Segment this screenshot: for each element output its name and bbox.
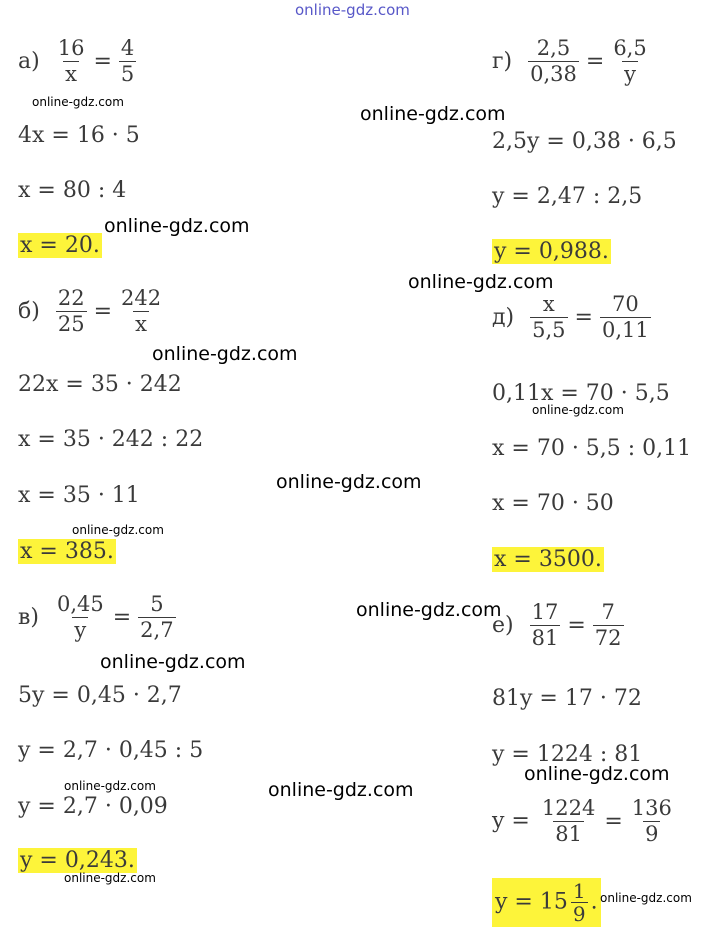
problem-e-equation: е) $\frac{17}{81}$ = $\frac{7}{72}$ <box>492 600 622 650</box>
problem-d-step-2: x = 70 · 5,5 : 0,11 <box>492 436 692 461</box>
watermark: online-gdz.com <box>64 779 156 793</box>
problem-e-step-1: 81y = 17 · 72 <box>492 686 642 711</box>
watermark: online-gdz.com <box>356 599 502 621</box>
watermark: online-gdz.com <box>104 215 250 237</box>
watermark: online-gdz.com <box>152 343 298 365</box>
watermark: online-gdz.com <box>64 871 156 885</box>
fraction-denominator: 9 <box>572 902 586 926</box>
watermark: online-gdz.com <box>72 523 164 537</box>
fraction-denominator: 72 <box>594 626 622 650</box>
fraction-numerator: 0,45 <box>56 592 104 616</box>
problem-v-left-fraction <box>55 592 106 643</box>
fraction-denominator: y <box>74 618 87 642</box>
fraction-denominator: 5,5 <box>532 318 566 342</box>
problem-a-right-fraction <box>119 36 136 87</box>
watermark: online-gdz.com <box>268 779 414 801</box>
fraction-denominator: y <box>624 62 636 86</box>
fraction-numerator: 136 <box>631 796 672 820</box>
fraction-numerator: 17 <box>531 600 559 624</box>
problem-e-step3-fraction-2 <box>630 796 674 847</box>
problem-g-equation: г) $\frac{2,5}{0,38}$ = $\frac{6,5}{y}$ <box>492 36 647 86</box>
fraction-numerator: x <box>542 292 555 316</box>
problem-v-step-3: y = 2,7 · 0,09 <box>18 794 168 819</box>
fraction-denominator: 0,38 <box>530 62 577 86</box>
problem-b-step-3: x = 35 · 11 <box>18 483 140 508</box>
problem-v-step-2: y = 2,7 · 0,45 : 5 <box>18 738 204 763</box>
fraction-numerator: 4 <box>120 36 135 60</box>
step-prefix: y = <box>492 808 530 834</box>
problem-v-answer: y = 0,243. <box>20 848 135 873</box>
watermark: online-gdz.com <box>276 471 422 493</box>
problem-g-answer-line <box>492 239 611 265</box>
problem-a-equation: а) $\frac{16}{x}$ = $\frac{4}{5}$ <box>18 36 135 86</box>
fraction-denominator: x <box>65 62 77 86</box>
problem-v-equation: в) $\frac{0,45}{y}$ = $\frac{5}{2,7}$ <box>18 592 174 642</box>
problem-e-step-3: y = $\frac{1224}{81}$ = $\frac{136}{9}$ <box>492 796 672 846</box>
watermark: online-gdz.com <box>524 763 670 785</box>
problem-b-answer-line <box>18 539 116 565</box>
problem-a-answer: x = 20. <box>20 233 100 258</box>
problem-d-left-fraction <box>530 292 567 343</box>
fraction-denominator: 81 <box>531 626 559 650</box>
fraction-denominator: x <box>135 312 147 336</box>
problem-g-label: г) <box>492 48 513 74</box>
fraction-denominator: 0,11 <box>601 318 649 342</box>
fraction-denominator: 9 <box>645 822 659 846</box>
watermark: online-gdz.com <box>100 651 246 673</box>
problem-b-left-fraction <box>56 286 87 337</box>
problem-g-right-fraction <box>611 36 648 87</box>
problem-d-equation: д) $\frac{x}{5,5}$ = $\frac{70}{0,11}$ <box>492 292 649 342</box>
fraction-denominator: 2,7 <box>140 618 174 642</box>
problem-d-label: д) <box>492 304 515 330</box>
problem-e-left-fraction <box>530 600 561 651</box>
problem-g-step-1: 2,5y = 0,38 · 6,5 <box>492 129 677 154</box>
fraction-numerator: 6,5 <box>613 36 647 60</box>
problem-e-label: е) <box>492 612 514 638</box>
fraction-numerator: 242 <box>121 286 162 310</box>
fraction-denominator: 81 <box>555 822 582 846</box>
problem-a-step-1: 4x = 16 · 5 <box>18 123 140 148</box>
fraction-denominator: 25 <box>57 312 85 336</box>
problem-v-right-fraction <box>138 592 175 643</box>
problem-b-step-1: 22x = 35 · 242 <box>18 372 182 397</box>
answer-whole: y = 15 <box>495 889 568 915</box>
problem-v-step-1: 5y = 0,45 · 2,7 <box>18 683 182 708</box>
problem-g-step-2: y = 2,47 : 2,5 <box>492 184 643 209</box>
watermark: online-gdz.com <box>360 103 506 125</box>
problem-d-step-3: x = 70 · 50 <box>492 491 614 516</box>
fraction-numerator: 70 <box>612 292 639 316</box>
problem-a-left-fraction <box>56 36 87 87</box>
fraction-numerator: 5 <box>150 592 164 616</box>
problem-e-right-fraction <box>593 600 624 651</box>
problem-e-answer <box>492 878 601 927</box>
problem-d-answer: x = 3500. <box>494 547 602 572</box>
fraction-numerator: 22 <box>57 286 85 310</box>
problem-b-label: б) <box>18 298 40 324</box>
fraction-numerator: 1 <box>572 879 586 903</box>
problem-e-step-2: y = 1224 : 81 <box>492 742 643 767</box>
watermark: online-gdz.com <box>532 403 624 417</box>
problem-a-step-2: x = 80 : 4 <box>18 178 127 203</box>
problem-b-right-fraction <box>119 286 163 337</box>
fraction-numerator: 7 <box>601 600 615 624</box>
problem-v-label: в) <box>18 604 39 630</box>
problem-b-answer: x = 385. <box>20 539 114 564</box>
fraction-numerator: 2,5 <box>536 36 571 60</box>
watermark: online-gdz.com <box>408 271 554 293</box>
fraction-numerator: 16 <box>57 36 85 60</box>
problem-g-left-fraction <box>528 36 579 87</box>
watermark: online-gdz.com <box>32 95 124 109</box>
fraction-numerator: 1224 <box>541 796 596 820</box>
header-site-watermark[interactable]: online-gdz.com <box>295 1 410 19</box>
answer-period: . <box>590 889 598 915</box>
watermark: online-gdz.com <box>600 891 692 905</box>
problem-a-label: а) <box>18 48 40 74</box>
problem-a-answer-line <box>18 233 102 259</box>
problem-d-step-1: 0,11x = 70 · 5,5 <box>492 381 670 406</box>
problem-e-answer-line <box>492 878 601 927</box>
problem-b-step-2: x = 35 · 242 : 22 <box>18 427 204 452</box>
problem-d-right-fraction <box>600 292 651 343</box>
problem-e-step3-fraction-1 <box>540 796 597 847</box>
fraction-denominator: 5 <box>120 62 135 86</box>
problem-b-equation: б) $\frac{22}{25}$ = $\frac{242}{x}$ <box>18 286 162 336</box>
answer-fraction <box>571 880 588 925</box>
problem-d-answer-line <box>492 547 604 573</box>
problem-g-answer: y = 0,988. <box>494 239 609 264</box>
